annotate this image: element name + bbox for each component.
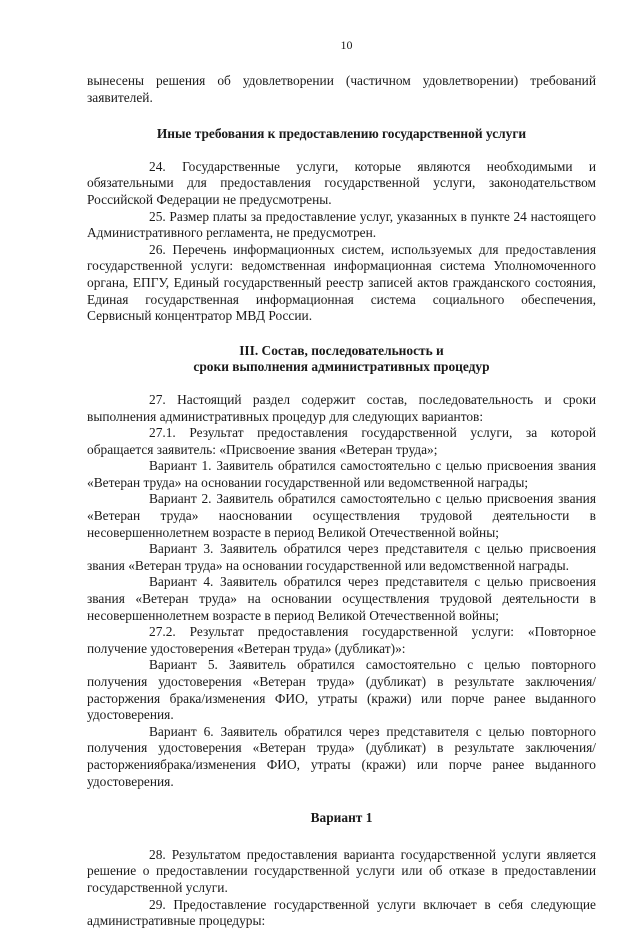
variant-5-text: Вариант 5. Заявитель обратился самостоятельно с целью повторного получения удостоверения «Ветеран труда» (дубликат) в результате заключения/расторжения брака/изменения ФИО, утраты (кражи) или порче ранее выданного удостоверения. xyxy=(87,657,596,723)
variant-6-text: Вариант 6. Заявитель обратился через представителя с целью повторного получения удостоверения «Ветеран труда» (дубликат) в результате заключения/расторжениябрака/изменения ФИО, утраты (кражи) или порче ранее выданного удостоверения. xyxy=(87,723,596,789)
paragraph-27-2: 27.2. Результат предоставления государственной услуги: «Повторное получение удостоверения «Ветеран труда» (дубликат)»: xyxy=(87,624,596,656)
paragraph-intro: вынесены решения об удовлетворении (частичном удовлетворении) требований заявителей. xyxy=(87,73,596,105)
variant-4-text: Вариант 4. Заявитель обратился через представителя с целью присвоения звания «Ветеран труда» на основании осуществления трудовой деятельности в несовершеннолетнем возрасте в период Великой Отечественной войны; xyxy=(87,574,596,623)
variant-1-text: Вариант 1. Заявитель обратился самостоятельно с целью присвоения звания «Ветеран труда» на основании государственной или ведомственной награды; xyxy=(87,458,596,490)
heading-variant-1: Вариант 1 xyxy=(310,810,373,826)
paragraph-29: 29. Предоставление государственной услуги включает в себя следующие административные процедуры: xyxy=(87,896,596,929)
paragraph-25: 25. Размер платы за предоставление услуг, указанных в пункте 24 настоящего Административного регламента, не предусмотрен. xyxy=(87,208,596,241)
paragraph-24: 24. Государственные услуги, которые являются необходимыми и обязательными для предоставления государственной услуги, законодательством Российской Федерации не предусмотрены. xyxy=(87,158,596,207)
variant-3-text: Вариант 3. Заявитель обратился через представителя с целью присвоения звания «Ветеран труда» на основании государственной или ведомственной награды. xyxy=(87,541,596,573)
heading-section-3-line1: III. Состав, последовательность и xyxy=(239,342,444,358)
paragraph-26: 26. Перечень информационных систем, используемых для предоставления государственной услуги: ведомственная информационная система Уполномоченного органа, ЕПГУ, Единый государственный реестр записей актов гражданского состояния, Единая государственная информационная система социального обеспечения, Сервисный концентратор МВД России. xyxy=(87,241,596,324)
paragraph-27-1: 27.1. Результат предоставления государственной услуги, за которой обращается заявитель: «Присвоение звания «Ветеран труда»; xyxy=(87,425,596,457)
page-number: 10 xyxy=(340,38,353,52)
heading-other-requirements: Иные требования к предоставлению государственной услуги xyxy=(156,126,527,142)
variant-2-text: Вариант 2. Заявитель обратился самостоятельно с целью присвоения звания «Ветеран труда» наосновании осуществления трудовой деятельности в несовершеннолетнем возрасте в период Великой Отечественной войны; xyxy=(87,491,596,540)
paragraph-27: 27. Настоящий раздел содержит состав, последовательность и сроки выполнения административных процедур для следующих вариантов: xyxy=(87,391,596,424)
heading-section-3-line2: сроки выполнения административных процедур xyxy=(193,359,490,375)
paragraph-28: 28. Результатом предоставления варианта государственной услуги является решение о предоставлении государственной услуги или об отказе в предоставлении государственной услуги. xyxy=(87,846,596,895)
